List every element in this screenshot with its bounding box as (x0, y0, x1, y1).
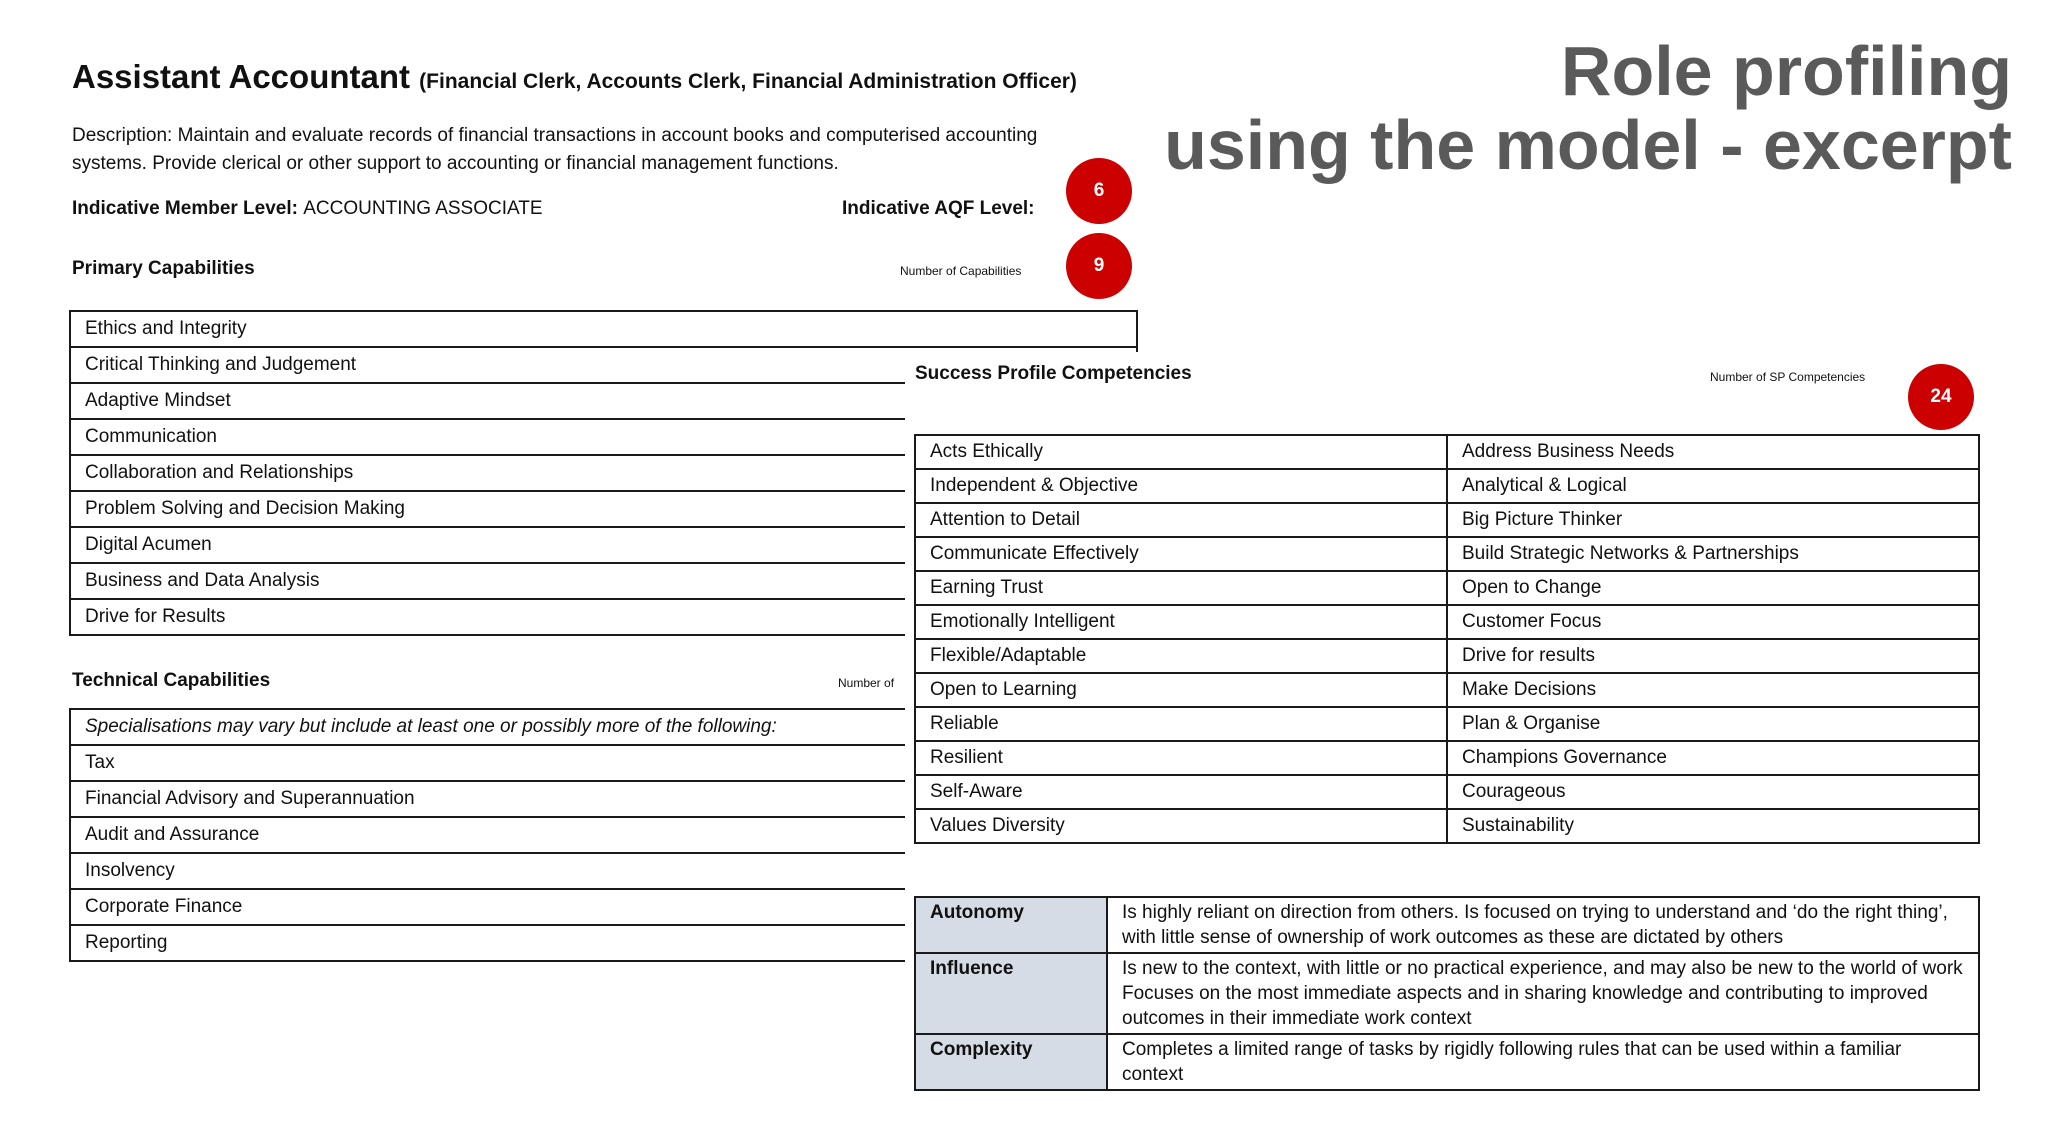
table-cell: Address Business Needs (1447, 435, 1979, 469)
table-row (915, 809, 1979, 843)
table-cell: Reliable (915, 707, 1447, 741)
level-text: Focuses on the most immediate aspects and in sharing knowledge and contributing to improved outcomes in their immediate work context (1122, 983, 1928, 1029)
table-cell: Open to Change (1447, 571, 1979, 605)
aqf-level-label: Indicative AQF Level: (842, 198, 1035, 219)
table-row (915, 571, 1979, 605)
table-row (915, 537, 1979, 571)
level-key: Complexity (915, 1034, 1107, 1090)
list-item: Reporting (71, 924, 907, 960)
table-cell: Open to Learning (915, 673, 1447, 707)
table-row (915, 897, 1979, 953)
list-item: Critical Thinking and Judgement (71, 346, 1136, 382)
list-item: Business and Data Analysis (71, 562, 1136, 598)
table-cell: Values Diversity (915, 809, 1447, 843)
technical-capabilities-heading: Technical Capabilities (72, 670, 271, 691)
list-item: Collaboration and Relationships (71, 454, 1136, 490)
primary-count-badge: 9 (1066, 233, 1132, 299)
table-cell: Make Decisions (1447, 673, 1979, 707)
table-cell: Build Strategic Networks & Partnerships (1447, 537, 1979, 571)
list-item: Insolvency (71, 852, 907, 888)
table-cell: Champions Governance (1447, 741, 1979, 775)
aqf-level-badge: 6 (1066, 158, 1132, 224)
slide-title-line2: using the model - excerpt (1164, 106, 2012, 184)
list-item: Communication (71, 418, 1136, 454)
level-key: Influence (915, 953, 1107, 1034)
table-row (915, 1034, 1979, 1090)
table-row (915, 673, 1979, 707)
role-alt-titles: (Financial Clerk, Accounts Clerk, Financial Administration Officer) (419, 70, 1077, 93)
table-row (915, 435, 1979, 469)
level-description (1107, 953, 1979, 1034)
table-row (915, 707, 1979, 741)
table-row (915, 953, 1979, 1034)
table-row (915, 469, 1979, 503)
slide-title-line1: Role profiling (1560, 32, 2012, 110)
table-cell: Flexible/Adaptable (915, 639, 1447, 673)
success-count-label: Number of SP Competencies (1710, 370, 1866, 384)
member-level (72, 198, 543, 220)
list-item-note: Specialisations may vary but include at least one or possibly more of the following: (71, 708, 907, 744)
table-row (915, 741, 1979, 775)
table-cell: Big Picture Thinker (1447, 503, 1979, 537)
list-item: Financial Advisory and Superannuation (71, 780, 907, 816)
table-cell: Independent & Objective (915, 469, 1447, 503)
list-item: Problem Solving and Decision Making (71, 490, 1136, 526)
table-cell: Customer Focus (1447, 605, 1979, 639)
list-item: Corporate Finance (71, 888, 907, 924)
table-row (915, 605, 1979, 639)
primary-capabilities-heading: Primary Capabilities (72, 258, 255, 279)
levels-table (914, 896, 1980, 1091)
list-item: Digital Acumen (71, 526, 1136, 562)
technical-count-label: Number of (838, 676, 895, 690)
technical-capabilities-list (69, 708, 909, 962)
role-description: Description: Maintain and evaluate records of financial transactions in account books and computerised accounting systems. Provide clerical or other support to accounting or financial management functions. (72, 125, 1038, 174)
list-item: Adaptive Mindset (71, 382, 1136, 418)
table-cell: Acts Ethically (915, 435, 1447, 469)
slide-title (1164, 34, 2012, 182)
table-cell: Plan & Organise (1447, 707, 1979, 741)
success-competencies-table (914, 434, 1980, 844)
level-text: Is new to the context, with little or no practical experience, and may also be new to the world of work (1122, 958, 1963, 979)
table-cell: Earning Trust (915, 571, 1447, 605)
level-key: Autonomy (915, 897, 1107, 953)
table-row (915, 503, 1979, 537)
level-description (1107, 1034, 1979, 1090)
table-cell: Sustainability (1447, 809, 1979, 843)
table-cell: Self-Aware (915, 775, 1447, 809)
list-item: Audit and Assurance (71, 816, 907, 852)
success-count-badge: 24 (1908, 364, 1974, 430)
table-cell: Resilient (915, 741, 1447, 775)
table-cell: Emotionally Intelligent (915, 605, 1447, 639)
table-cell: Drive for results (1447, 639, 1979, 673)
level-text: Completes a limited range of tasks by rigidly following rules that can be used within a familiar context (1122, 1039, 1902, 1085)
table-cell: Attention to Detail (915, 503, 1447, 537)
level-description (1107, 897, 1979, 953)
table-row (915, 775, 1979, 809)
role-name: Assistant Accountant (72, 58, 410, 95)
member-level-value: ACCOUNTING ASSOCIATE (303, 198, 543, 219)
member-level-label: Indicative Member Level: (72, 198, 298, 219)
list-item: Ethics and Integrity (71, 310, 1136, 346)
table-cell: Analytical & Logical (1447, 469, 1979, 503)
table-cell: Communicate Effectively (915, 537, 1447, 571)
primary-count-label: Number of Capabilities (900, 264, 1022, 278)
role-title (72, 58, 1077, 96)
level-text: Is highly reliant on direction from others. Is focused on trying to understand and ‘do the right thing’, with little sense of ownership of work outcomes as these are dictated by others (1122, 902, 1948, 948)
table-row (915, 639, 1979, 673)
list-item: Tax (71, 744, 907, 780)
table-cell: Courageous (1447, 775, 1979, 809)
success-profile-heading: Success Profile Competencies (915, 363, 1192, 384)
list-item: Drive for Results (71, 598, 1136, 634)
